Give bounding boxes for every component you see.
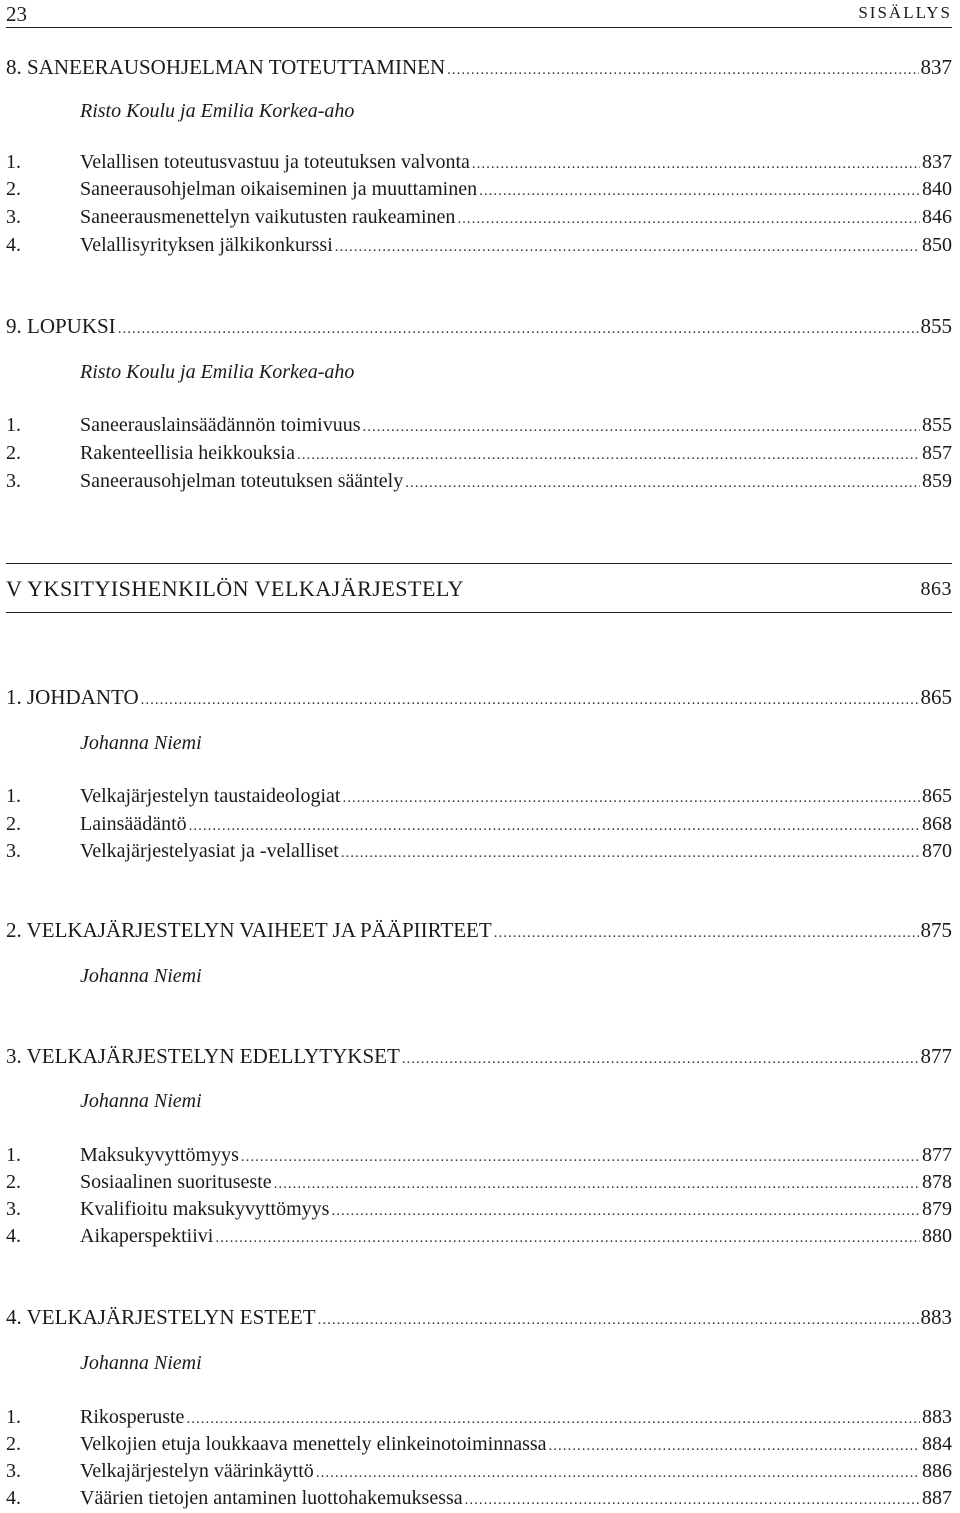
- chapter-authors: Risto Koulu ja Emilia Korkea-aho: [80, 361, 355, 383]
- item-number: 1.: [6, 1144, 21, 1166]
- toc-item[interactable]: [6, 1224, 952, 1250]
- leader-dots: [215, 1224, 920, 1250]
- chapter-title: 2. VELKAJÄRJESTELYN VAIHEET JA PÄÄPIIRTEET: [6, 918, 492, 942]
- part-top-rule: [6, 563, 952, 564]
- item-number: 2.: [6, 1433, 21, 1455]
- item-number: 1.: [6, 414, 21, 436]
- leader-dots: [274, 1170, 920, 1196]
- leader-dots: [457, 205, 920, 231]
- toc-item[interactable]: [6, 839, 952, 865]
- item-number: 3.: [6, 1198, 21, 1220]
- chapter-title: 1. JOHDANTO: [6, 685, 139, 709]
- part-page: 863: [920, 578, 952, 600]
- leader-dots: [316, 1459, 920, 1485]
- item-page: 870: [922, 840, 952, 862]
- item-title: Väärien tietojen antaminen luottohakemuksessa: [80, 1487, 463, 1509]
- item-page: 865: [922, 785, 952, 807]
- leader-dots: [241, 1143, 920, 1169]
- page-header: [6, 0, 952, 28]
- leader-dots: [472, 150, 920, 176]
- toc-chapter-v4[interactable]: [6, 1305, 952, 1332]
- leader-dots: [341, 839, 920, 865]
- leader-dots: [447, 55, 918, 82]
- item-number: 2.: [6, 813, 21, 835]
- item-page: 877: [922, 1144, 952, 1166]
- item-title: Velkajärjestelyn väärinkäyttö: [80, 1460, 314, 1482]
- item-title: Aikaperspektiivi: [80, 1225, 214, 1247]
- item-page: 884: [922, 1433, 952, 1455]
- chapter-page: 883: [920, 1305, 952, 1329]
- item-title: Lainsäädäntö: [80, 813, 187, 835]
- leader-dots: [402, 1044, 919, 1071]
- toc-item[interactable]: [6, 1432, 952, 1458]
- item-page: 850: [922, 234, 952, 256]
- leader-dots: [335, 233, 920, 259]
- item-title: Saneerauslainsäädännön toimivuus: [80, 414, 361, 436]
- item-number: 2.: [6, 178, 21, 200]
- item-page: 886: [922, 1460, 952, 1482]
- item-page: 880: [922, 1225, 952, 1247]
- leader-dots: [189, 812, 920, 838]
- chapter-authors: Johanna Niemi: [80, 1352, 202, 1374]
- item-title: Rikosperuste: [80, 1406, 185, 1428]
- leader-dots: [342, 784, 920, 810]
- chapter-title: 3. VELKAJÄRJESTELYN EDELLYTYKSET: [6, 1044, 400, 1068]
- toc-chapter-v2[interactable]: [6, 918, 952, 945]
- toc-item[interactable]: [6, 413, 952, 439]
- toc-item[interactable]: [6, 812, 952, 838]
- item-number: 1.: [6, 151, 21, 173]
- item-page: 857: [922, 442, 952, 464]
- item-number: 4.: [6, 1487, 21, 1509]
- item-title: Saneerausohjelman toteutuksen sääntely: [80, 470, 404, 492]
- leader-dots: [363, 413, 921, 439]
- toc-item[interactable]: [6, 1459, 952, 1485]
- item-number: 1.: [6, 785, 21, 807]
- running-section-title: SISÄLLYS: [858, 3, 952, 22]
- toc-item[interactable]: [6, 1197, 952, 1223]
- leader-dots: [318, 1305, 919, 1332]
- leader-dots: [297, 441, 920, 467]
- toc-item[interactable]: [6, 177, 952, 203]
- item-page: 887: [922, 1487, 952, 1509]
- item-number: 4.: [6, 234, 21, 256]
- item-title: Maksukyvyttömyys: [80, 1144, 239, 1166]
- item-page: 837: [922, 151, 952, 173]
- chapter-page: 875: [920, 918, 952, 942]
- item-title: Sosiaalinen suorituseste: [80, 1171, 272, 1193]
- item-title: Velallisen toteutusvastuu ja toteutuksen valvonta: [80, 151, 470, 173]
- item-number: 2.: [6, 1171, 21, 1193]
- leader-dots: [465, 1486, 920, 1512]
- toc-chapter-v3[interactable]: [6, 1044, 952, 1071]
- chapter-page: 855: [920, 314, 952, 338]
- toc-item[interactable]: [6, 1486, 952, 1512]
- leader-dots: [405, 469, 920, 495]
- toc-item[interactable]: [6, 1143, 952, 1169]
- leader-dots: [186, 1405, 920, 1431]
- item-number: 2.: [6, 442, 21, 464]
- item-page: 878: [922, 1171, 952, 1193]
- leader-dots: [494, 918, 919, 945]
- chapter-authors: Johanna Niemi: [80, 732, 202, 754]
- chapter-title: 9. LOPUKSI: [6, 314, 116, 338]
- toc-part-v[interactable]: [6, 576, 952, 602]
- item-page: 840: [922, 178, 952, 200]
- item-page: 859: [922, 470, 952, 492]
- item-title: Velkajärjestelyn taustaideologiat: [80, 785, 341, 807]
- item-number: 4.: [6, 1225, 21, 1247]
- leader-dots: [141, 685, 919, 712]
- toc-item[interactable]: [6, 469, 952, 495]
- toc-chapter-9[interactable]: [6, 314, 952, 341]
- leader-dots: [331, 1197, 920, 1223]
- toc-chapter-8[interactable]: [6, 55, 952, 82]
- leader-dots: [118, 314, 919, 341]
- leader-dots: [479, 177, 920, 203]
- item-number: 3.: [6, 840, 21, 862]
- item-number: 3.: [6, 206, 21, 228]
- part-title: V YKSITYISHENKILÖN VELKAJÄRJESTELY: [6, 576, 465, 601]
- chapter-authors: Risto Koulu ja Emilia Korkea-aho: [80, 100, 355, 122]
- item-number: 3.: [6, 470, 21, 492]
- item-title: Kvalifioitu maksukyvyttömyys: [80, 1198, 330, 1220]
- item-title: Velkojien etuja loukkaava menettely elinkeinotoiminnassa: [80, 1433, 547, 1455]
- chapter-page: 865: [920, 685, 952, 709]
- leader-dots: [549, 1432, 920, 1458]
- item-page: 846: [922, 206, 952, 228]
- page-number: 23: [6, 2, 27, 26]
- chapter-authors: Johanna Niemi: [80, 965, 202, 987]
- item-title: Saneerausohjelman oikaiseminen ja muuttaminen: [80, 178, 478, 200]
- item-page: 879: [922, 1198, 952, 1220]
- chapter-page: 877: [920, 1044, 952, 1068]
- toc-item[interactable]: [6, 205, 952, 231]
- toc-item[interactable]: [6, 441, 952, 467]
- toc-item[interactable]: [6, 784, 952, 810]
- item-title: Velkajärjestelyasiat ja -velalliset: [80, 840, 339, 862]
- item-title: Saneerausmenettelyn vaikutusten raukeaminen: [80, 206, 456, 228]
- item-page: 883: [922, 1406, 952, 1428]
- toc-item[interactable]: [6, 1170, 952, 1196]
- item-title: Rakenteellisia heikkouksia: [80, 442, 295, 464]
- toc-item[interactable]: [6, 233, 952, 259]
- chapter-title: 8. SANEERAUSOHJELMAN TOTEUTTAMINEN: [6, 55, 446, 79]
- item-page: 855: [922, 414, 952, 436]
- chapter-title: 4. VELKAJÄRJESTELYN ESTEET: [6, 1305, 316, 1329]
- part-bottom-rule: [6, 612, 952, 613]
- toc-item[interactable]: [6, 150, 952, 176]
- item-number: 1.: [6, 1406, 21, 1428]
- toc-chapter-v1[interactable]: [6, 685, 952, 712]
- item-title: Velallisyrityksen jälkikonkurssi: [80, 234, 333, 256]
- item-page: 868: [922, 813, 952, 835]
- item-number: 3.: [6, 1460, 21, 1482]
- chapter-authors: Johanna Niemi: [80, 1090, 202, 1112]
- toc-item[interactable]: [6, 1405, 952, 1431]
- chapter-page: 837: [920, 55, 952, 79]
